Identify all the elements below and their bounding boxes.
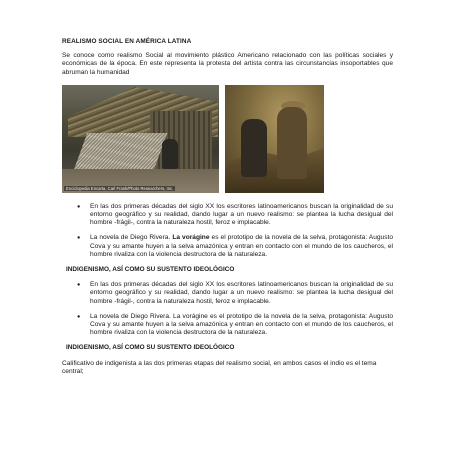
closing-paragraph: Calificativo de indigenista a las dos primeras etapas del realismo social, en ambos casos el indio es el tema central; <box>62 359 377 375</box>
section-title-indigenismo: INDIGENISMO, ASÍ COMO SU SUSTENTO IDEOLÓGICO <box>66 266 235 274</box>
figures-row <box>62 85 393 193</box>
photo-weaver-hut <box>62 85 219 193</box>
person-figure <box>162 139 178 169</box>
list-item: ● En las dos primeras décadas del siglo XX los escritores latinoamericanos buscan la originalidad de su entorno geográfico y su realidad, dando lugar a un nuevo realismo: se plantea la lucha desigual del hombre -frágil-, contra la naturaleza hostil, feroz e implacable. <box>90 203 393 228</box>
list-item-text-pre: La novela de Diego Rivera. <box>90 234 171 242</box>
rock-ground <box>225 148 324 193</box>
document-title: REALISMO SOCIAL EN AMÉRICA LATINA <box>62 38 192 45</box>
list-item <box>90 234 393 259</box>
list-item: ● En las dos primeras décadas del siglo XX los escritores latinoamericanos buscan la originalidad de su entorno geográfico y su realidad, dando lugar a un nuevo realismo: se plantea la lucha desigual del hombre -frágil-, contra la naturaleza hostil, feroz e implacable. <box>90 281 393 306</box>
painting-stonebreakers <box>225 85 324 193</box>
worker-figure-left <box>241 119 267 177</box>
bullet-list-1 <box>62 203 393 259</box>
section-title-indigenismo-2: INDIGENISMO, ASÍ COMO SU SUSTENTO IDEOLÓGICO <box>66 344 235 352</box>
intro-paragraph: Se conoce como realismo Social al movimiento plástico Americano relacionado con las políticas sociales y económicas de la época. En este representa la protesta del artista contra las circunstancias insoportables que abruman la humanidad <box>62 52 393 76</box>
list-item: ● La novela de Diego Rivera. La vorágine es el prototipo de la novela de la selva, protagonista: Augusto Cova y su amante huyen a la selva amazónica y entran en contacto con el mundo de los caucheros, el hombre rivaliza con la violencia destructora de la naturaleza. <box>90 313 393 338</box>
worker-figure-right <box>277 107 307 179</box>
bullet-list-2 <box>62 281 393 337</box>
novel-title: La vorágine <box>172 234 210 242</box>
list-item-text-post: es el prototipo de la novela de la selva, protagonista: Augusto Cova y su amante huyen a la selva amazónica y entran en contacto con el mundo de los caucheros, el hombre rivaliza con la violencia destructora de la naturaleza. <box>90 234 394 258</box>
photo-credit: Enciclopedia Encarta, Carl Frank/Photo Researchers, Inc. <box>66 185 174 191</box>
hammock-loom <box>73 133 168 173</box>
